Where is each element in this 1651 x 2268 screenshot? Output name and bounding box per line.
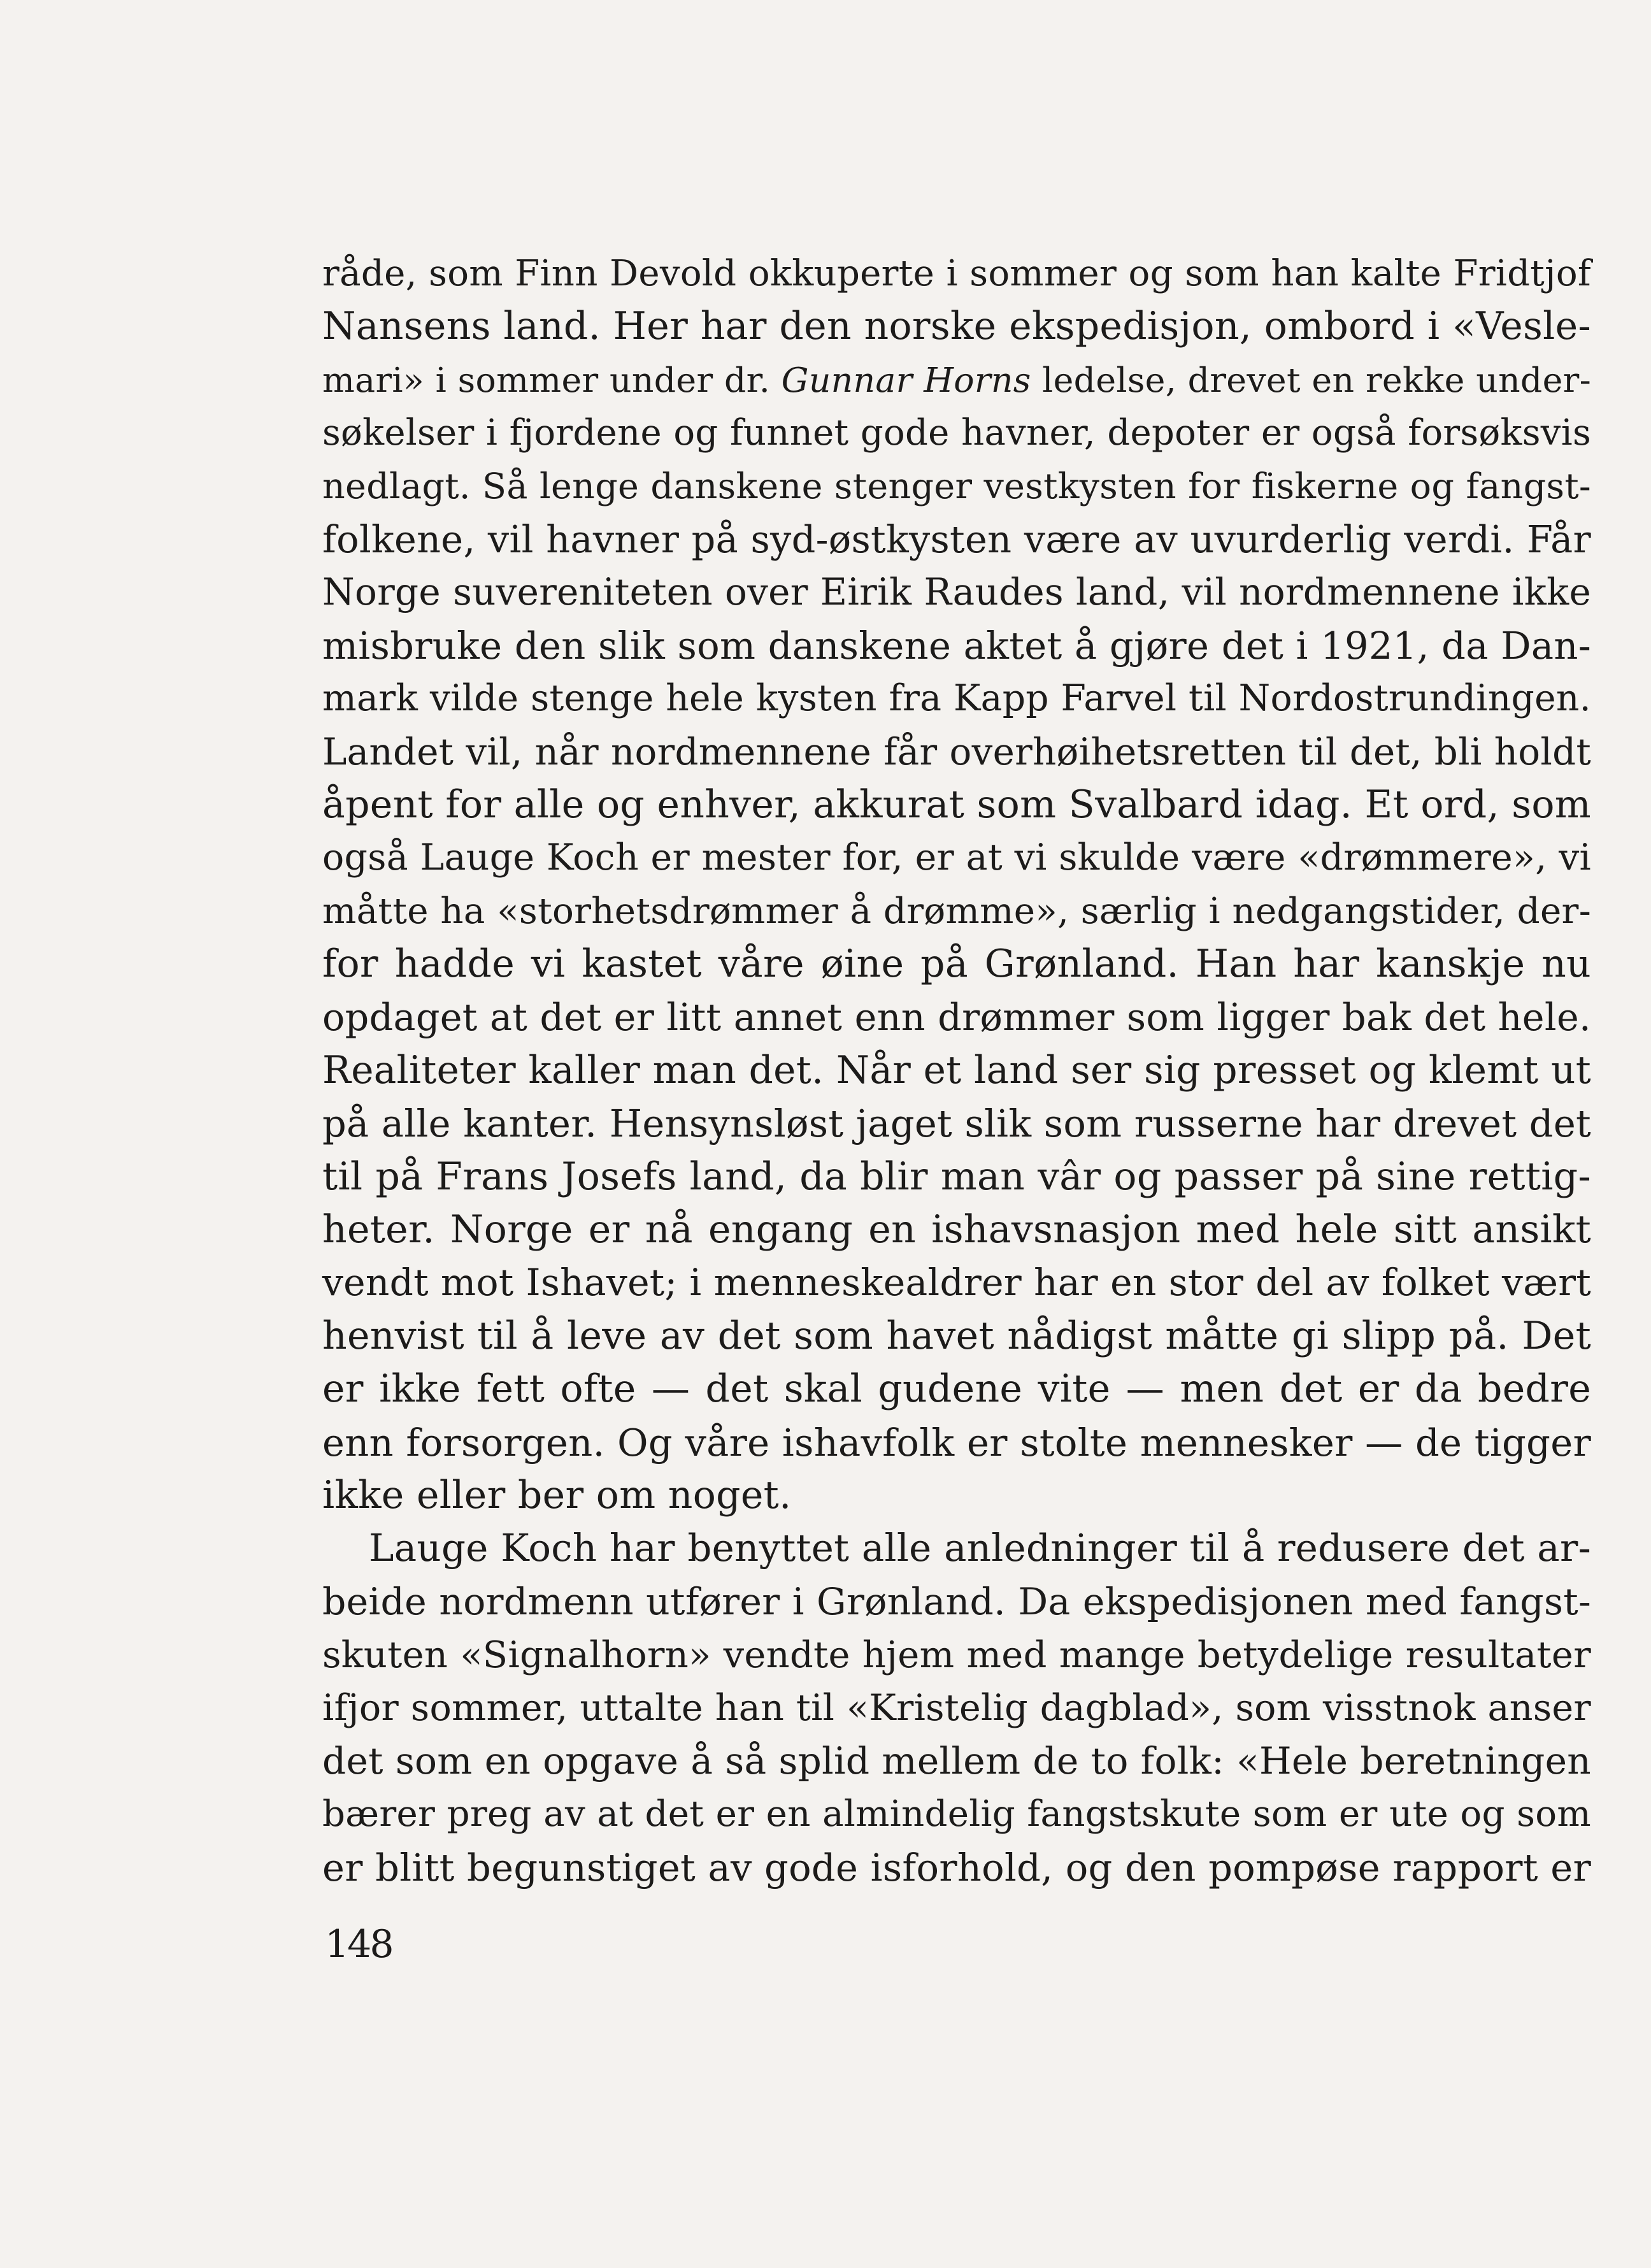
text-line: nedlagt. Så lenge danskene stenger vestkysten for fiskerne og fangst- — [322, 465, 1591, 507]
text-line: misbruke den slik som danskene aktet å gjøre det i 1921, da Dan- — [322, 623, 1591, 668]
text-line: opdaget at det er litt annet enn drømmer som ligger bak det hele. — [322, 995, 1591, 1040]
text-line: åpent for alle og enhver, akkurat som Svalbard idag. Et ord, som — [322, 782, 1591, 827]
text-span: mari» i sommer under dr. — [322, 359, 782, 400]
text-line: råde, som Finn Devold okkuperte i sommer og som han kalte Fridtjof — [322, 253, 1591, 294]
text-line: Nansens land. Her har den norske ekspedisjon, ombord i «Vesle- — [322, 304, 1591, 349]
text-line: det som en opgave å så splid mellem de to folk: «Hele beretningen — [322, 1739, 1591, 1783]
text-line — [322, 354, 1591, 406]
text-line: Norge suvereniteten over Eirik Raudes land, vil nordmennene ikke — [322, 570, 1591, 614]
text-line: bærer preg av at det er en almindelig fangstskute som er ute og som — [322, 1793, 1591, 1835]
text-line: måtte ha «storhetsdrømmer å drømme», særlig i nedgangstider, der- — [322, 890, 1591, 932]
text-line: skuten «Signalhorn» vendte hjem med mange betydelige resultater — [322, 1633, 1591, 1677]
text-line: søkelser i fjordene og funnet gode havner, depoter er også forsøksvis — [322, 412, 1591, 454]
text-line: enn forsorgen. Og våre ishavfolk er stolte mennesker — de tigger — [322, 1420, 1591, 1465]
text-line: til på Frans Josefs land, da blir man vâr og passer på sine rettig- — [322, 1154, 1591, 1199]
text-line: Landet vil, når nordmennene får overhøihetsretten til det, bli holdt — [322, 729, 1591, 773]
text-line: mark vilde stenge hele kysten fra Kapp Farvel til Nordostrundingen. — [322, 677, 1591, 720]
text-line: Lauge Koch har benyttet alle anledninger til å redusere det ar- — [369, 1526, 1591, 1571]
text-line: er ikke fett ofte — det skal gudene vite — men det er da bedre — [322, 1367, 1591, 1412]
text-line: for hadde vi kastet våre øine på Grønland. Han har kanskje nu — [322, 942, 1591, 987]
page-number: 148 — [325, 1922, 392, 1967]
italic-name: Gunnar Horns — [781, 359, 1031, 400]
text-line: vendt mot Ishavet; i menneskealdrer har en stor del av folket vært — [322, 1261, 1591, 1305]
text-line: heter. Norge er nå engang en ishavsnasjon med hele sitt ansikt — [322, 1207, 1591, 1252]
paragraph — [322, 1522, 1591, 1894]
text-line: også Lauge Koch er mester for, er at vi skulde være «drømmere», vi — [322, 836, 1591, 879]
text-line: ifjor sommer, uttalte han til «Kristelig dagblad», som visstnok anser — [322, 1686, 1591, 1729]
text-line: henvist til å leve av det som havet nådigst måtte gi slipp på. Det — [322, 1313, 1591, 1358]
body-text — [322, 247, 1591, 1894]
text-line: på alle kanter. Hensynsløst jaget slik som russerne har drevet det — [322, 1102, 1591, 1146]
text-line: folkene, vil havner på syd-østkysten være av uvurderlig verdi. Får — [322, 517, 1591, 561]
text-line: beide nordmenn utfører i Grønland. Da ekspedisjonen med fangst- — [322, 1579, 1591, 1623]
text-span: ledelse, drevet en rekke under- — [1031, 359, 1592, 400]
text-line: er blitt begunstiget av gode isforhold, og den pompøse rapport er — [322, 1845, 1591, 1890]
text-line: Realiteter kaller man det. Når et land ser sig presset og klemt ut — [322, 1048, 1591, 1093]
paragraph — [322, 247, 1591, 1522]
text-line: ikke eller ber om noget. — [322, 1472, 792, 1518]
